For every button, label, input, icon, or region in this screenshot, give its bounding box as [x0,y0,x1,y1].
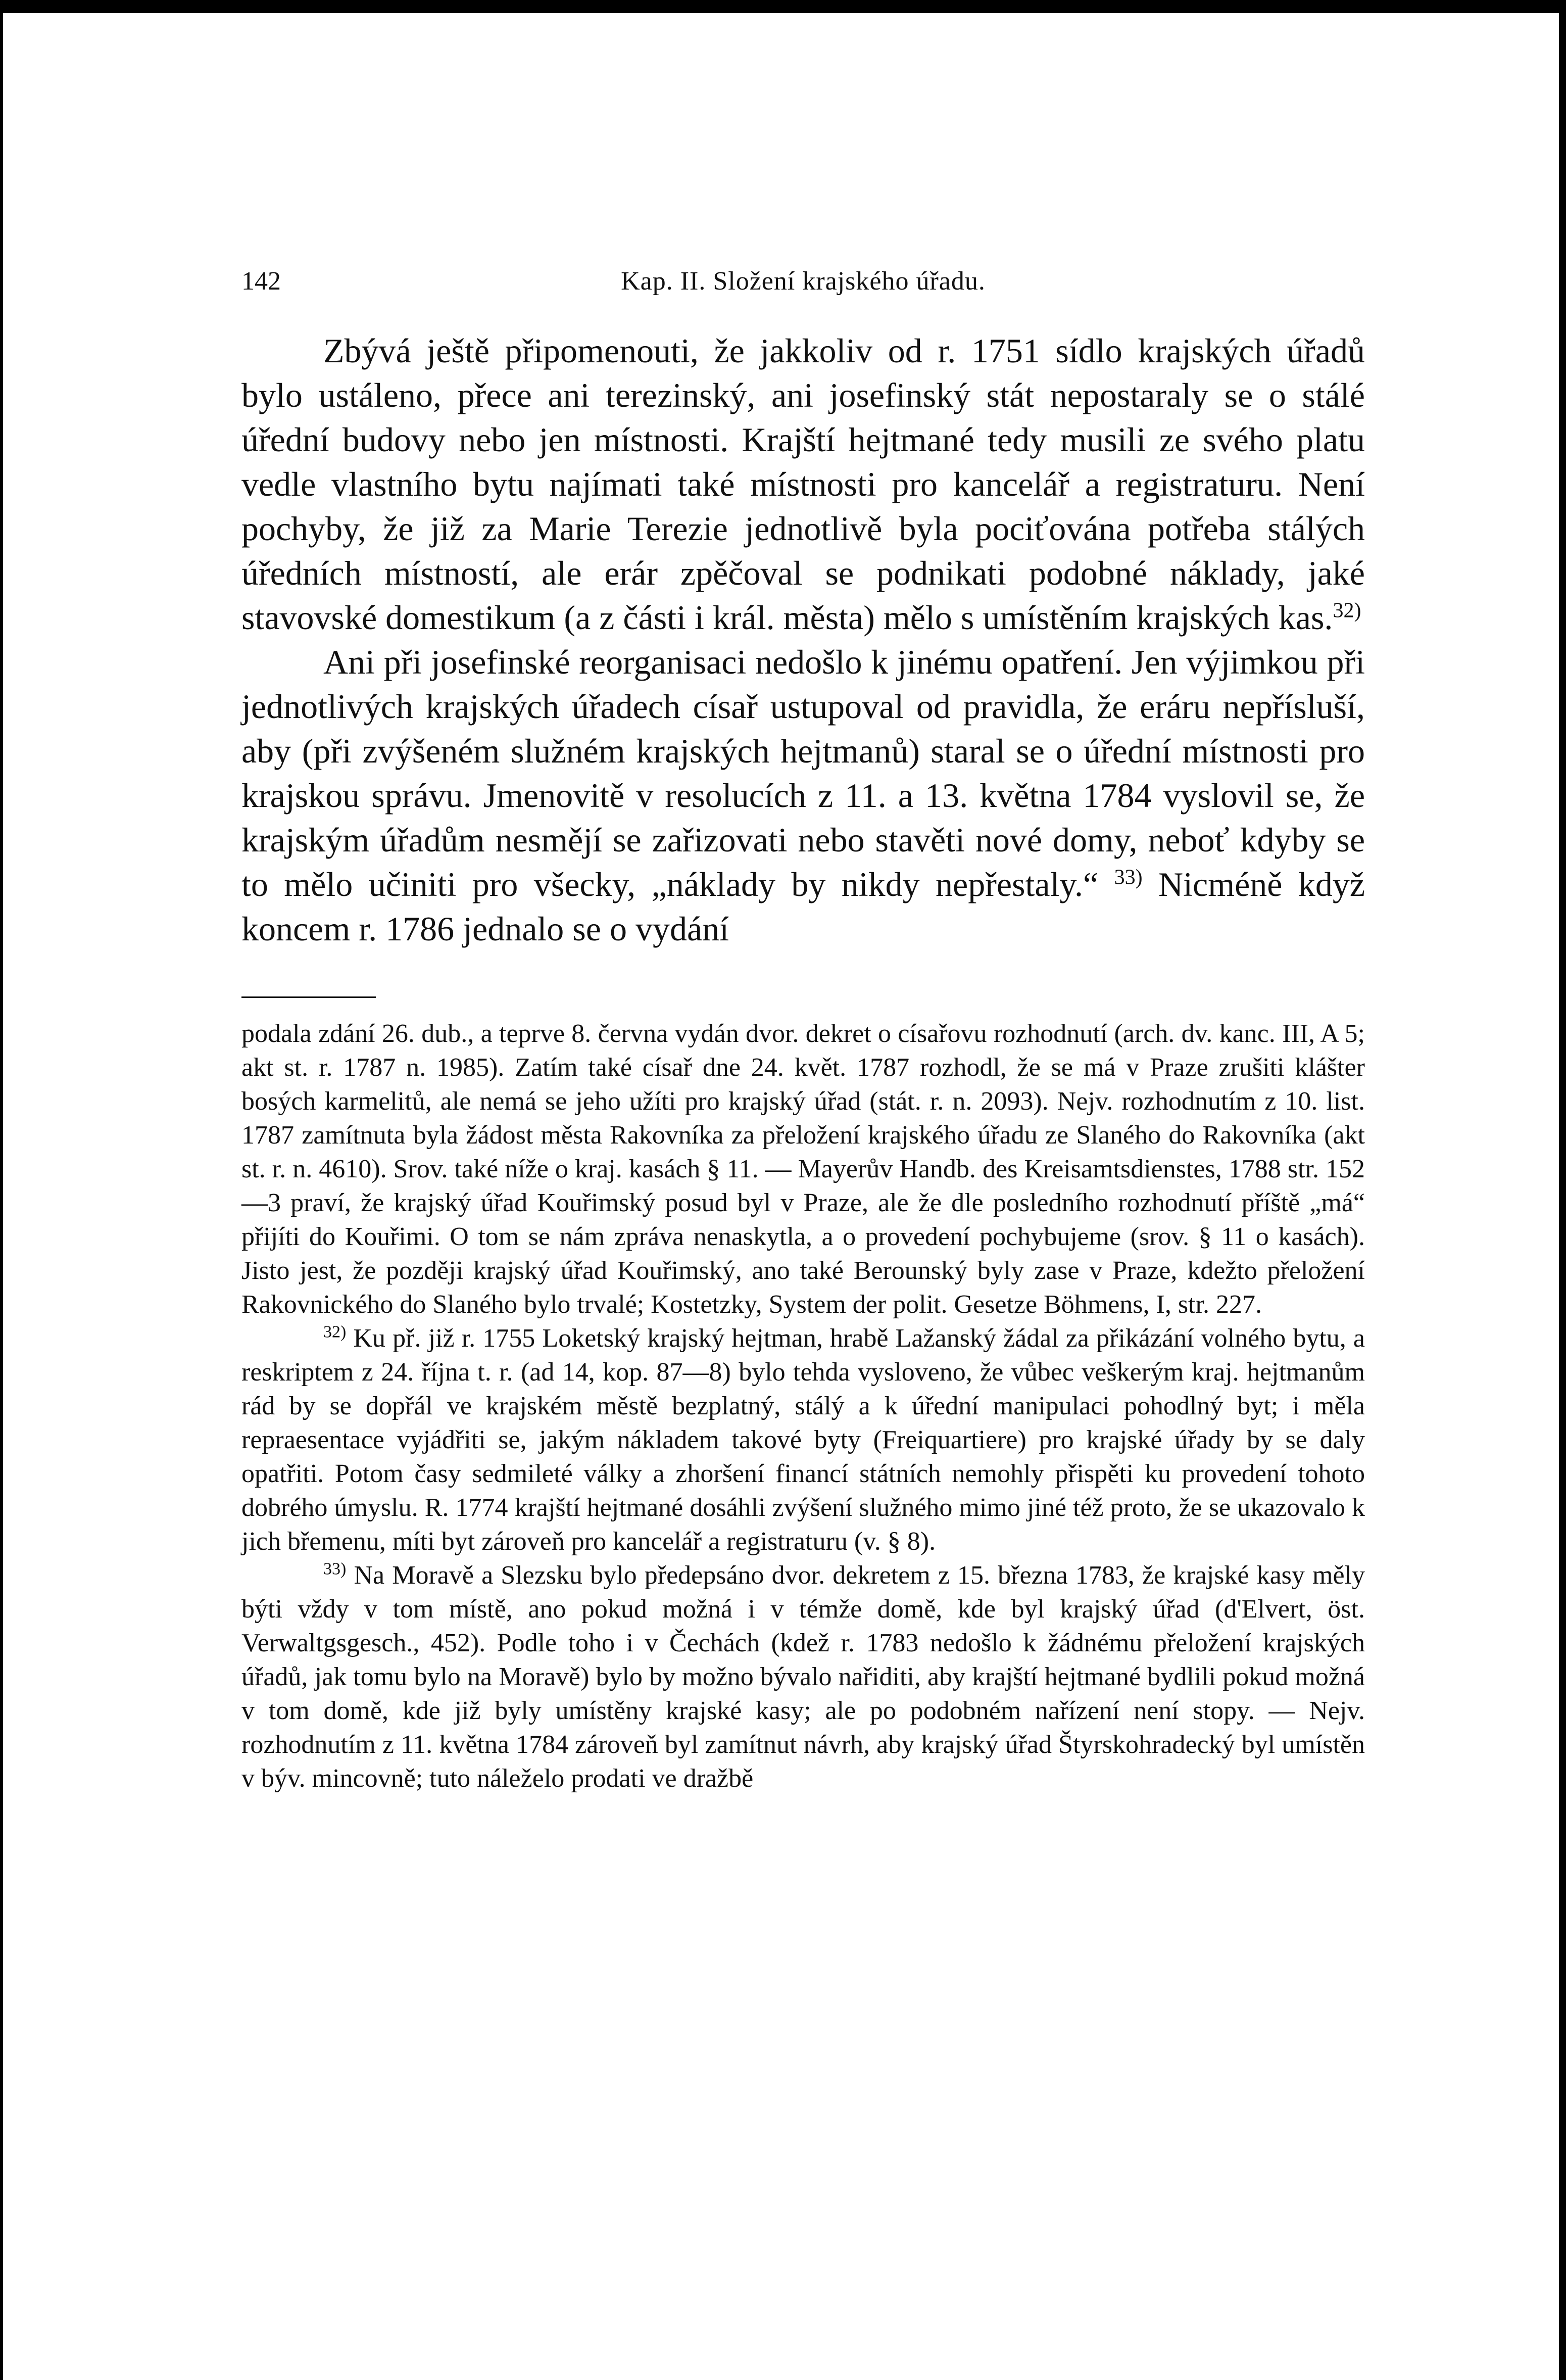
footnote-separator [241,996,376,998]
footnote-33-mark: 33) [323,1559,347,1579]
main-text [241,328,1365,951]
footnote-32-mark: 32) [323,1322,347,1342]
paragraph [241,328,1365,640]
chapter-title: Kap. II. Složení krajského úřadu. [621,267,986,296]
paragraph-text: Ani při josefinské reorganisaci nedošlo k jinému opatření. Jen výjimkou při jednotlivých krajských úřadech císař ustupoval od pravidla, že eráru nepřísluší, aby (při zvýšeném služném krajských hejtmanů) staral se o úřední místnosti pro krajskou správu. Jmenovitě v resolucích z 11. a 13. května 1784 vyslovil se, že krajským úřadům nesmějí se zařizovati nebo stavěti nové domy, neboť kdyby se to mělo učiniti pro všecky, „náklady by nikdy nepřestaly.“ [241,643,1365,903]
footnote-continued: podala zdání 26. dub., a teprve 8. června vydán dvor. dekret o císařovu rozhodnutí (arch. dv. kanc. III, A 5; akt st. r. 1787 n. 1985). Zatím také císař dne 24. květ. 1787 rozhodl, že se má v Praze zrušiti klášter bosých karmelitů, ale nemá se jeho užíti pro krajský úřad (stát. r. n. 2093). Nejv. rozhodnutím z 10. list. 1787 zamítnuta byla žádost města Rakovníka za přeložení krajského úřadu ze Slaného do Rakovníka (akt st. r. n. 4610). Srov. také níže o kraj. kasách § 11. — Mayerův Handb. des Kreisamtsdienstes, 1788 str. 152—3 praví, že krajský úřad Kouřimský posud byl v Praze, ale že dle posledního rozhodnutí příště „má“ přijíti do Kouřimi. O tom se nám zpráva nenaskytla, a o provedení pochybujeme (srov. § 11 o kasách). Jisto jest, že později krajský úřad Kouřimský, ano také Berounský byly zase v Praze, kdežto přeložení Rakovnického do Slaného bylo trvalé; Kostetzky, System der polit. Gesetze Böhmens, I, str. 227. [241,1019,1365,1319]
footnote-ref-33: 33) [1114,866,1143,889]
footnote-32-text: Ku př. již r. 1755 Loketský krajský hejtman, hrabě Lažanský žádal za přikázání volného bytu, a reskriptem z 24. října t. r. (ad 14, kop. 87—8) bylo tehda vysloveno, že vůbec veškerým kraj. hejtmanům rád by se dopřál ve krajském městě bezplatný, stálý a k úřední manipulaci pohodlný byt; i měla repraesentace vyjádřiti se, jakým nákladem takové byty (Freiquartiere) pro krajské úřady by se daly opatřiti. Potom časy sedmileté války a zhoršení financí státních nemohly přispěti ku provedení tohoto dobrého úmyslu. R. 1774 krajští hejtmané dosáhli zvýšení služného mimo jiné též proto, že se ukazovalo k jich břemenu, míti byt zároveň pro kancelář a registraturu (v. § 8). [241,1324,1365,1556]
page-number: 142 [241,267,281,296]
scan-border-right [1559,0,1566,2380]
footnote-33-text: Na Moravě a Slezsku bylo předepsáno dvor. dekretem z 15. března 1783, že krajské kasy měly býti vždy v tom místě, ano pokud možná i v témže domě, kde byl krajský úřad (d'Elvert, öst. Verwaltgsgesch., 452). Podle toho i v Čechách (kdež r. 1783 nedošlo k žádnému přeložení krajských úřadů, jak tomu bylo na Moravě) bylo by možno bývalo nařiditi, aby krajští hejtmané bydlili pokud možná v tom domě, kde již byly umístěny krajské kasy; ale po podobném nařízení není stopy. — Nejv. rozhodnutím z 11. května 1784 zároveň byl zamítnut návrh, aby krajský úřad Štyrskohradecký byl umístěn v býv. mincovně; tuto náleželo prodati ve dražbě [241,1561,1365,1793]
footnote-33 [241,1558,1365,1795]
footnote-ref-32: 32) [1333,599,1361,623]
paragraph-text: Zbývá ještě připomenouti, že jakkoliv od r. 1751 sídlo krajských úřadů bylo ustáleno, přece ani terezinský, ani josefinský stát nepostaraly se o stálé úřední budovy nebo jen místnosti. Krajští hejtmané tedy musili ze svého platu vedle vlastního bytu najímati také místnosti pro kancelář a registraturu. Není pochyby, že již za Marie Terezie jednotlivě byla pociťována potřeba stálých úředních místností, ale erár zpěčoval se podnikati podobné náklady, jaké stavovské domestikum (a z části i král. města) mělo s umístěním krajských kas. [241,331,1365,637]
running-head [241,264,1365,299]
paragraph-text: Nicméně když koncem r. 1786 jednalo se o vydání [241,865,1365,948]
scan-border-top [0,0,1566,13]
footnotes [241,1017,1365,1795]
scan-border-left [0,0,3,2380]
footnote-32 [241,1321,1365,1558]
paragraph [241,640,1365,951]
